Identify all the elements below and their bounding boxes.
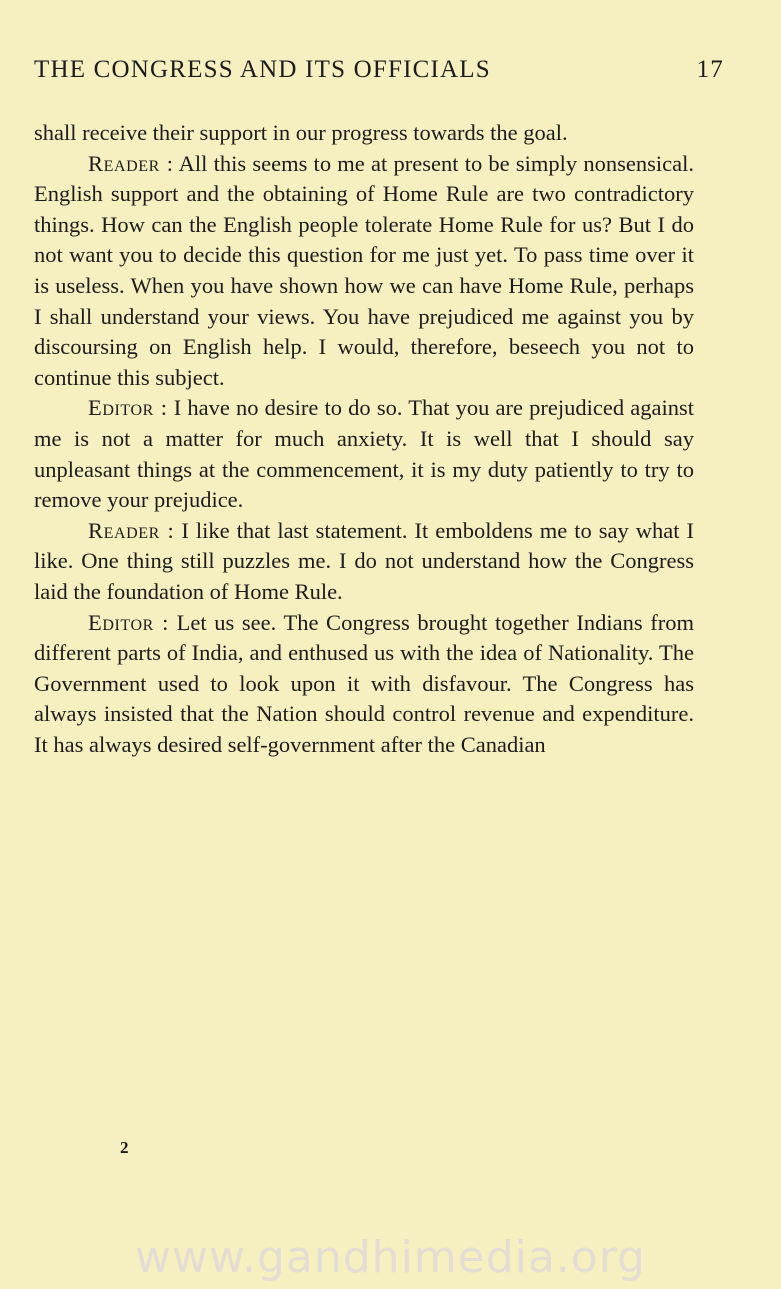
signature-mark: 2 — [120, 1138, 129, 1157]
paragraph-continuation — [34, 118, 694, 149]
paragraph-text: I like that last statement. It emboldens me to say what I like. One thing still puzzles me. I do not understand how the Congress laid the foundation of Home Rule. — [34, 517, 695, 604]
page-number: 17 — [696, 56, 724, 83]
paragraph-editor — [34, 608, 694, 761]
paragraph-text: Let us see. The Congress brought together Indians from different parts of India, and enthused us with the idea of Nationality. The Government used to look upon it with disfavour. The Congress has always insisted that the Nation should control revenue and expenditure. It has always desired self-government after the Canadian — [34, 609, 694, 757]
speaker-label: Reader : — [88, 150, 174, 176]
paragraph-text: I have no desire to do so. That you are prejudiced against me is not a matter for much anxiety. It is well that I should say unpleasant things at the commencement, it is my duty patiently to try to remove your prejudice. — [34, 395, 694, 513]
paragraph-text: All this seems to me at present to be simply nonsensical. English support and the obtaining of Home Rule are two contradictory things. How can the English people tolerate Home Rule for us? But I do not want you to decide this question for me just yet. To pass time over it is useless. When you have shown how we can have Home Rule, perhaps I shall understand your views. You have prejudiced me against you by discoursing on English help. I would, therefore, beseech you not to continue this subject. — [34, 150, 694, 390]
paragraph-reader — [34, 149, 694, 394]
speaker-label: Editor : — [88, 609, 170, 635]
paragraph-text: shall receive their support in our progress towards the goal. — [34, 120, 568, 145]
speaker-label: Reader : — [88, 517, 175, 543]
speaker-label: Editor : — [88, 395, 168, 421]
paragraph-reader — [34, 516, 694, 608]
paragraph-editor — [34, 393, 694, 515]
running-head — [34, 56, 724, 84]
running-head-title: THE CONGRESS AND ITS OFFICIALS — [34, 56, 491, 83]
watermark: www.gandhimedia.org — [135, 1232, 646, 1283]
body-text — [34, 118, 694, 760]
